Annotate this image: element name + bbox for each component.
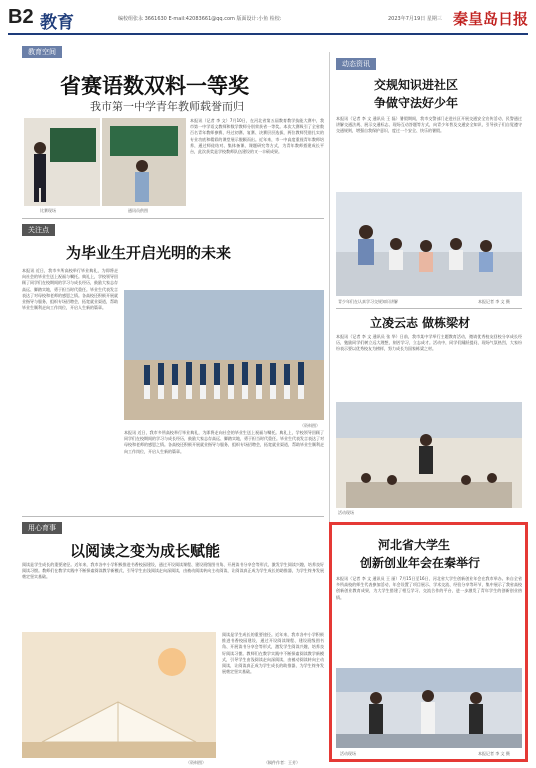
article3-body-cont: 阅读是学生成长的重要途径。近年来，我市各中小学积极推进书香校园建设，通过开设阅读课程、建设班级图书角、开展读书分享会等形式，激发学生阅读兴趣，培养良好阅读习惯。教师们在教学实践中不断探索阅读教学新模式，引导学生由浅阅读走向深阅读，由被动阅读转向主动阅读，让阅读真正成为学生成长的助推器，为学生终身发展奠定坚实基础。	[222, 632, 324, 675]
article6-title-2: 创新创业年会在秦举行	[360, 556, 481, 570]
header-rule	[8, 33, 528, 35]
article3-caption: （资料图）	[186, 760, 206, 765]
article1-caption-1: 比赛现场	[40, 208, 56, 213]
article1-body: 本报讯（记者 李 文）7月10日，在河北省第五届教育教学技能大赛中，我市第一中学语文教师和数学教师分别荣获省一等奖。本次大赛吸引了全省数百名青年教师参赛，经过初赛、复赛、决赛层层选拔，两位教师凭借扎实的专业功底和精彩的课堂展示脱颖而出。近年来，市一中高度重视青年教师培养，通过师徒结对、集体备课、课题研究等方式，为青年教师搭建成长平台，此次获奖是学校教师队伍建设的又一丰硕成果。	[190, 118, 324, 155]
article6-caption: 活动现场	[340, 751, 356, 756]
article1-subtitle: 我市第一中学青年教师载誉而归	[90, 100, 244, 113]
article1-photo-2	[102, 118, 186, 206]
article3-body: 阅读是学生成长的重要途径。近年来，我市各中小学积极推进书香校园建设，通过开设阅读课程、建设班级图书角、开展读书分享会等形式，激发学生阅读兴趣，培养良好阅读习惯。教师们在教学实践中不断探索阅读教学新模式，引导学生由浅阅读走向深阅读，由被动阅读转向主动阅读，让阅读真正成为学生成长的助推器，为学生终身发展奠定坚实基础。	[22, 562, 324, 580]
article4-body: 本报讯（记者 李 文 通讯员 王 磊）暑假期间，我市交警部门走进社区开展交通安全宣传活动，民警通过讲解交通法规、展示交通标志、现场互动答题等方式，向青少年普及交通安全知识，引导孩子们自觉遵守交通规则，增强自我保护意识，度过一个安全、快乐的暑假。	[336, 116, 522, 134]
article4-caption: 青少年们在认真学习交规知识讲解	[338, 299, 398, 304]
label-dynamics: 动态资讯	[336, 58, 376, 70]
article1-caption-2: 通讯员供图	[128, 208, 148, 213]
article3-credit: （稿件作者：王芳）	[264, 760, 300, 765]
divider-1	[22, 218, 324, 219]
article5-title: 立凌云志 做栋梁材	[370, 316, 471, 330]
label-edu-space: 教育空间	[22, 46, 62, 58]
article4-photo	[336, 192, 522, 296]
highlight-box	[329, 522, 528, 762]
header-meta: 编校组张永 3661630 E-mail:42083661@qq.com 版面设计:小鱼 检校:	[118, 16, 282, 22]
article1-title: 省赛语数双料一等奖	[60, 73, 249, 98]
article2-body: 本报讯 近日，我市多所高校举行毕业典礼，为即将走向社会的毕业生送上祝福与嘱托。典礼上，学校领导回顾了同学们在校期间的学习与成长经历，鼓励大家志存高远、脚踏实地，勇于担当时代重任。毕业生代表发言表达了对母校和老师的感恩之情。各高校还积极开展就业指导与服务，组织专场招聘会，拓宽就业渠道，帮助毕业生顺利走向工作岗位，开启人生新的篇章。	[22, 268, 118, 311]
article4-caption-2: 本报记者 李 文 摄	[478, 299, 510, 304]
article2-body-cont: 本报讯 近日，我市多所高校举行毕业典礼，为即将走向社会的毕业生送上祝福与嘱托。典礼上，学校领导回顾了同学们在校期间的学习与成长经历，鼓励大家志存高远、脚踏实地，勇于担当时代重任。毕业生代表发言表达了对母校和老师的感恩之情。各高校还积极开展就业指导与服务，组织专场招聘会，拓宽就业渠道，帮助毕业生顺利走向工作岗位，开启人生新的篇章。	[124, 430, 324, 454]
article1-photo-1	[24, 118, 100, 206]
article4-title-2: 争做守法好少年	[374, 96, 459, 110]
article5-body: 本报讯（记者 李 文 通讯员 张 华）日前，我市某中学举行主题教育活动，邀请优秀校友回校分享成长经历，勉励同学们树立远大理想，刻苦学习，立志成才。活动中，同学们踊跃提问，现场气氛热烈，大家纷纷表示要以优秀校友为榜样，努力成长为国家栋梁之材。	[336, 334, 522, 352]
article2-caption: （资料图）	[300, 423, 320, 428]
article5-photo	[336, 402, 522, 508]
section-title: 教育	[40, 13, 74, 33]
article4-title: 交规知识进社区	[374, 78, 459, 92]
divider-2	[22, 516, 324, 517]
article3-photo	[22, 632, 216, 758]
article3-title: 以阅读之变为成长赋能	[70, 542, 221, 560]
page-number: B2	[8, 6, 34, 28]
article6-body: 本报讯（记者 李 文 通讯员 王 丽）7月15日至16日，河北省大学生创新创业年会在我市举办。来自全省多所高校的师生代表参加活动，年会设置了项目展示、学术交流、经验分享等环节，集中展示了我省高校创新创业教育成果，为大学生搭建了相互学习、交流合作的平台，进一步激发了青年学生的创新创业热情。	[336, 576, 522, 600]
issue-date: 2023年7月19日 星期三	[388, 16, 442, 22]
divider-right-1	[336, 308, 522, 309]
article5-caption: 活动现场	[338, 510, 354, 515]
page-header	[8, 6, 528, 32]
article6-title: 河北省大学生	[378, 538, 451, 552]
newspaper-logo: 秦皇岛日报	[452, 10, 528, 28]
article2-title: 为毕业生开启光明的未来	[66, 244, 232, 262]
label-focus: 关注点	[22, 224, 55, 236]
label-heart: 用心育事	[22, 522, 62, 534]
article2-photo	[124, 290, 324, 420]
article6-caption-2: 本报记者 李 文 摄	[478, 751, 510, 756]
